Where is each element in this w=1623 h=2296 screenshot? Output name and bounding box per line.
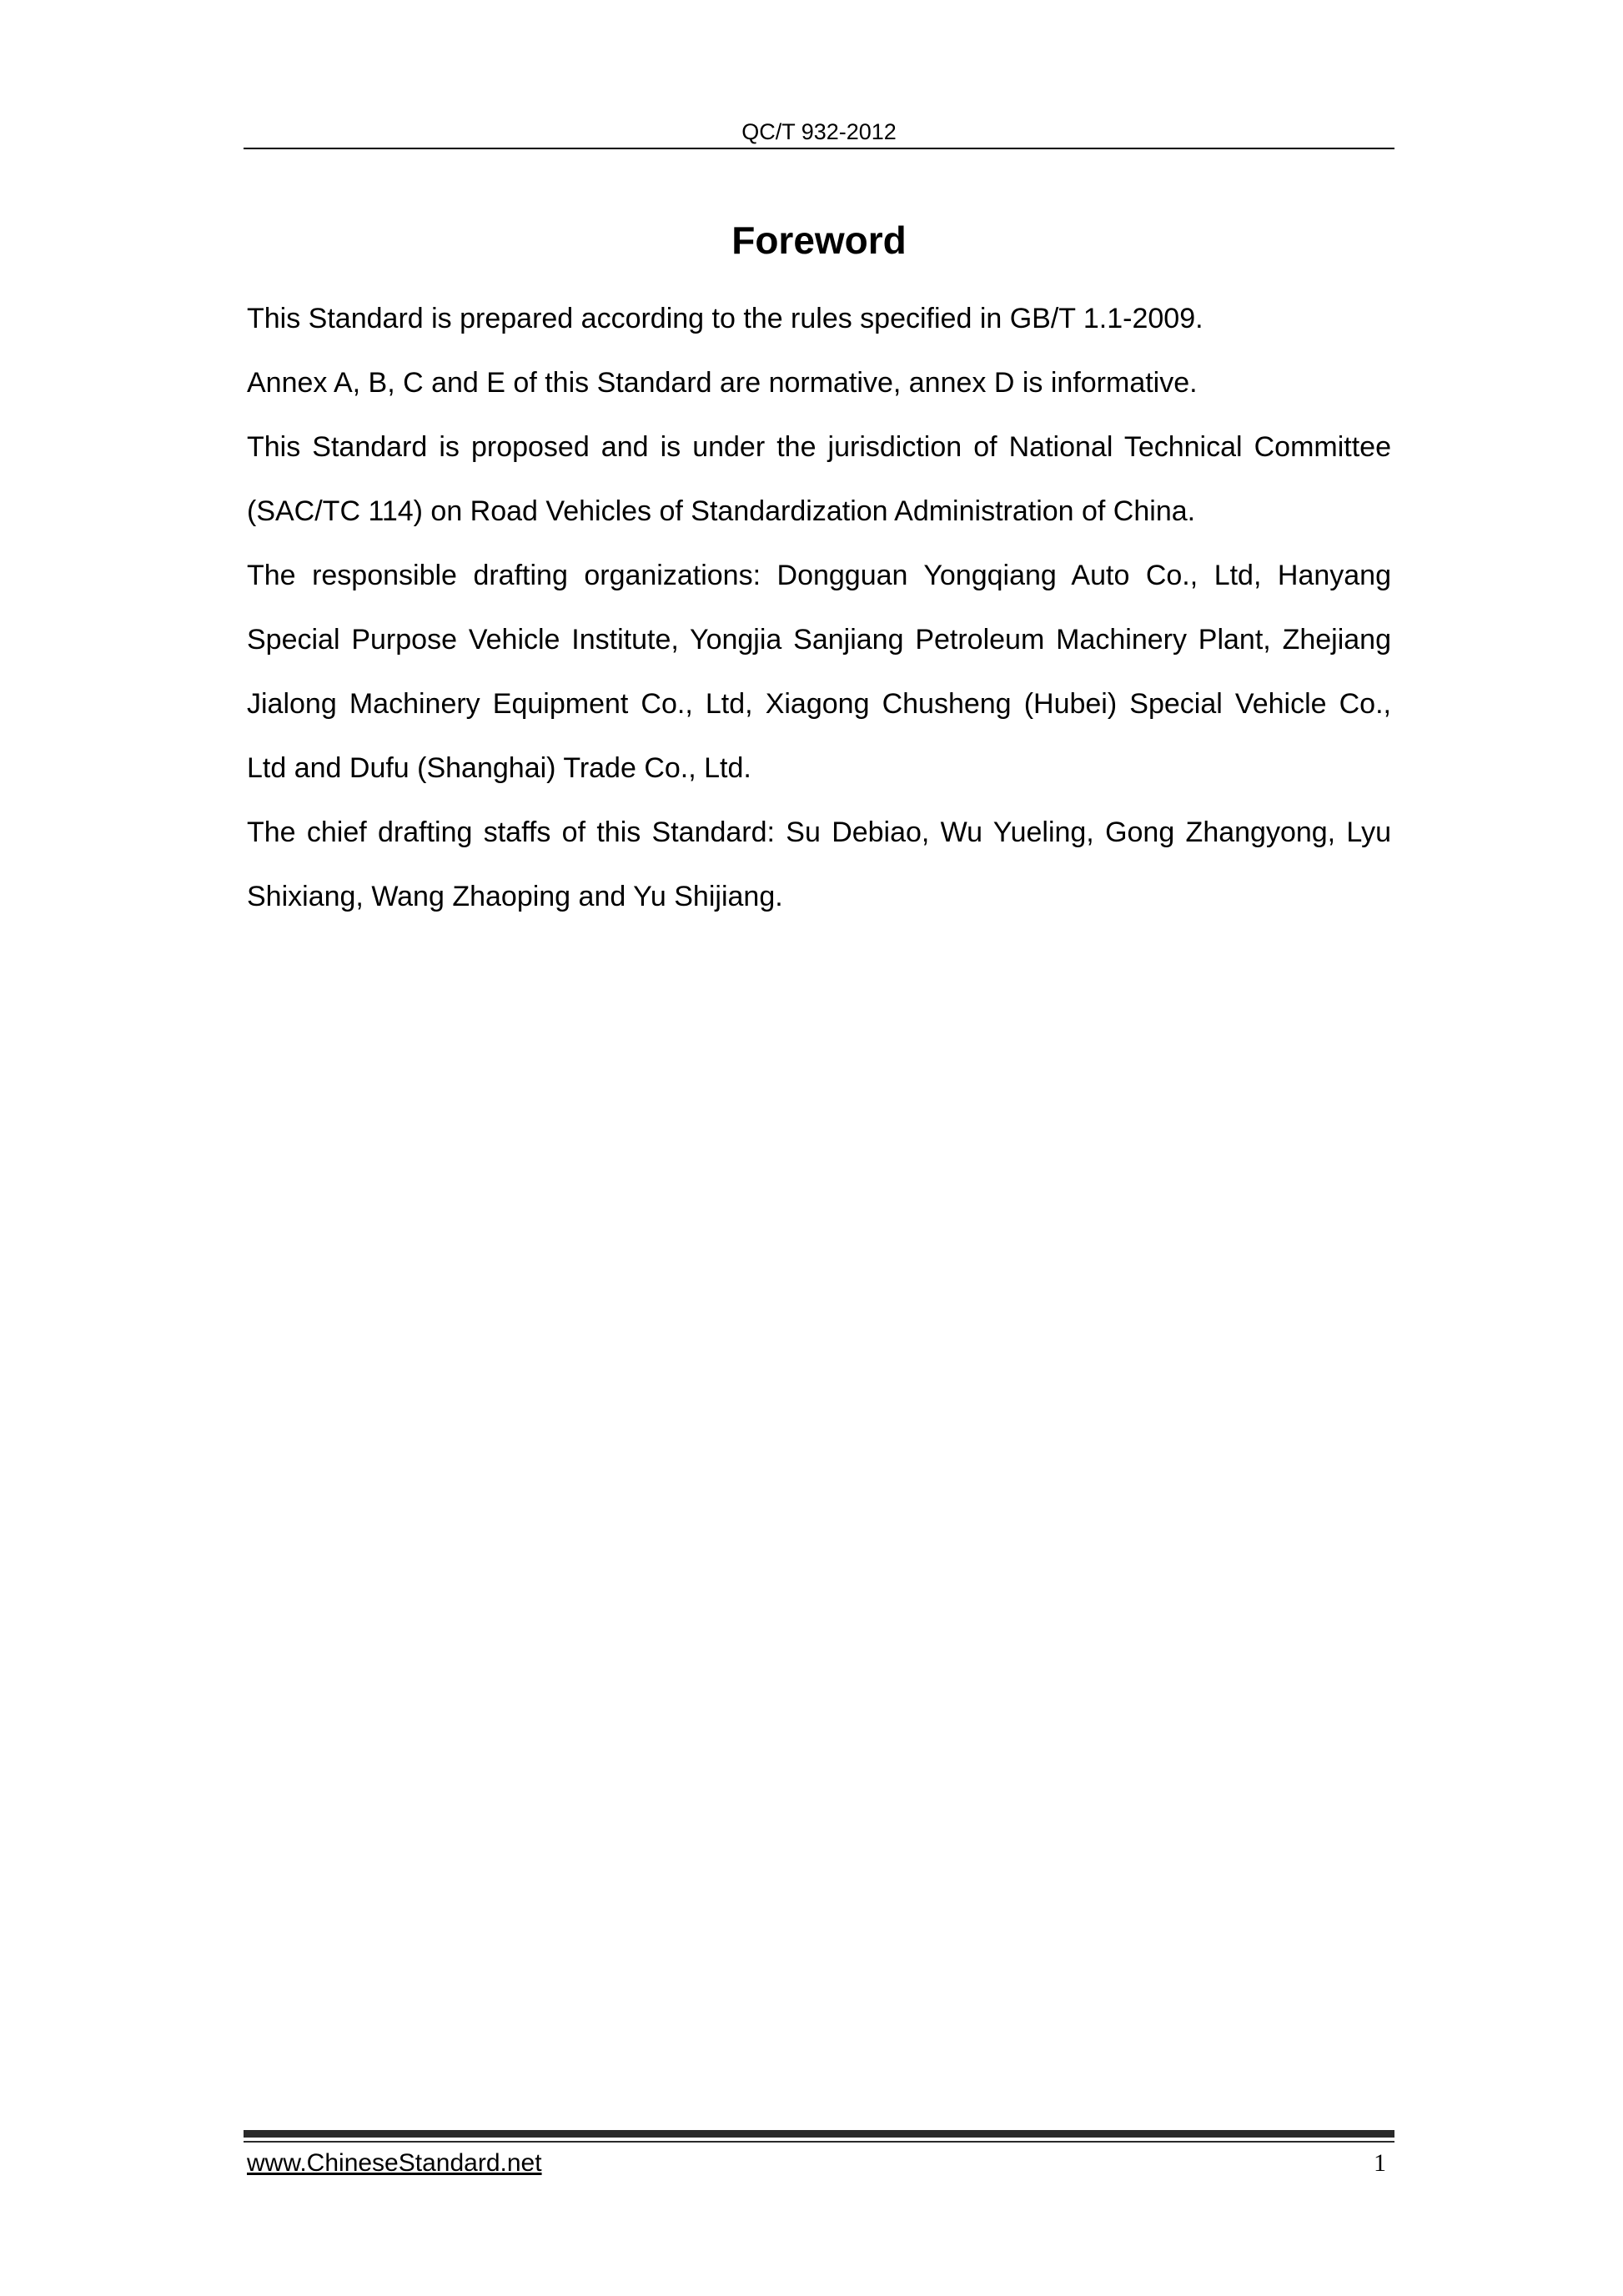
paragraph-jurisdiction: This Standard is proposed and is under the jurisdiction of National Technical Committee (SAC/TC 114) on Road Vehicles of Standardization Administration of China. bbox=[247, 431, 1391, 527]
running-header: QC/T 932-2012 bbox=[741, 119, 897, 144]
footer-divider-thick bbox=[244, 2130, 1394, 2138]
header-divider bbox=[244, 148, 1394, 149]
paragraph-drafting-staff: The chief drafting staffs of this Standard: Su Debiao, Wu Yueling, Gong Zhangyong, Lyu Shixiang, Wang Zhaoping and Yu Shijiang. bbox=[247, 816, 1391, 912]
page-title: Foreword bbox=[731, 219, 907, 262]
paragraph-drafting-organizations: The responsible drafting organizations: Dongguan Yongqiang Auto Co., Ltd, Hanyang Special Purpose Vehicle Institute, Yongjia Sanjiang Petroleum Machinery Plant, Zhejiang Jialong Machinery Equipment Co., Ltd, Xiagong Chusheng (Hubei) Special Vehicle Co., Ltd and Dufu (Shanghai) Trade Co., Ltd. bbox=[247, 560, 1391, 784]
foreword-body bbox=[247, 287, 1391, 929]
paragraph-annexes: Annex A, B, C and E of this Standard are normative, annex D is informative. bbox=[247, 367, 1198, 399]
footer-divider-thin bbox=[244, 2141, 1394, 2143]
paragraph-prepared-rules: This Standard is prepared according to the rules specified in GB/T 1.1-2009. bbox=[247, 303, 1203, 334]
page-number: 1 bbox=[1374, 2149, 1386, 2177]
website-link[interactable]: www.ChineseStandard.net bbox=[247, 2149, 542, 2177]
